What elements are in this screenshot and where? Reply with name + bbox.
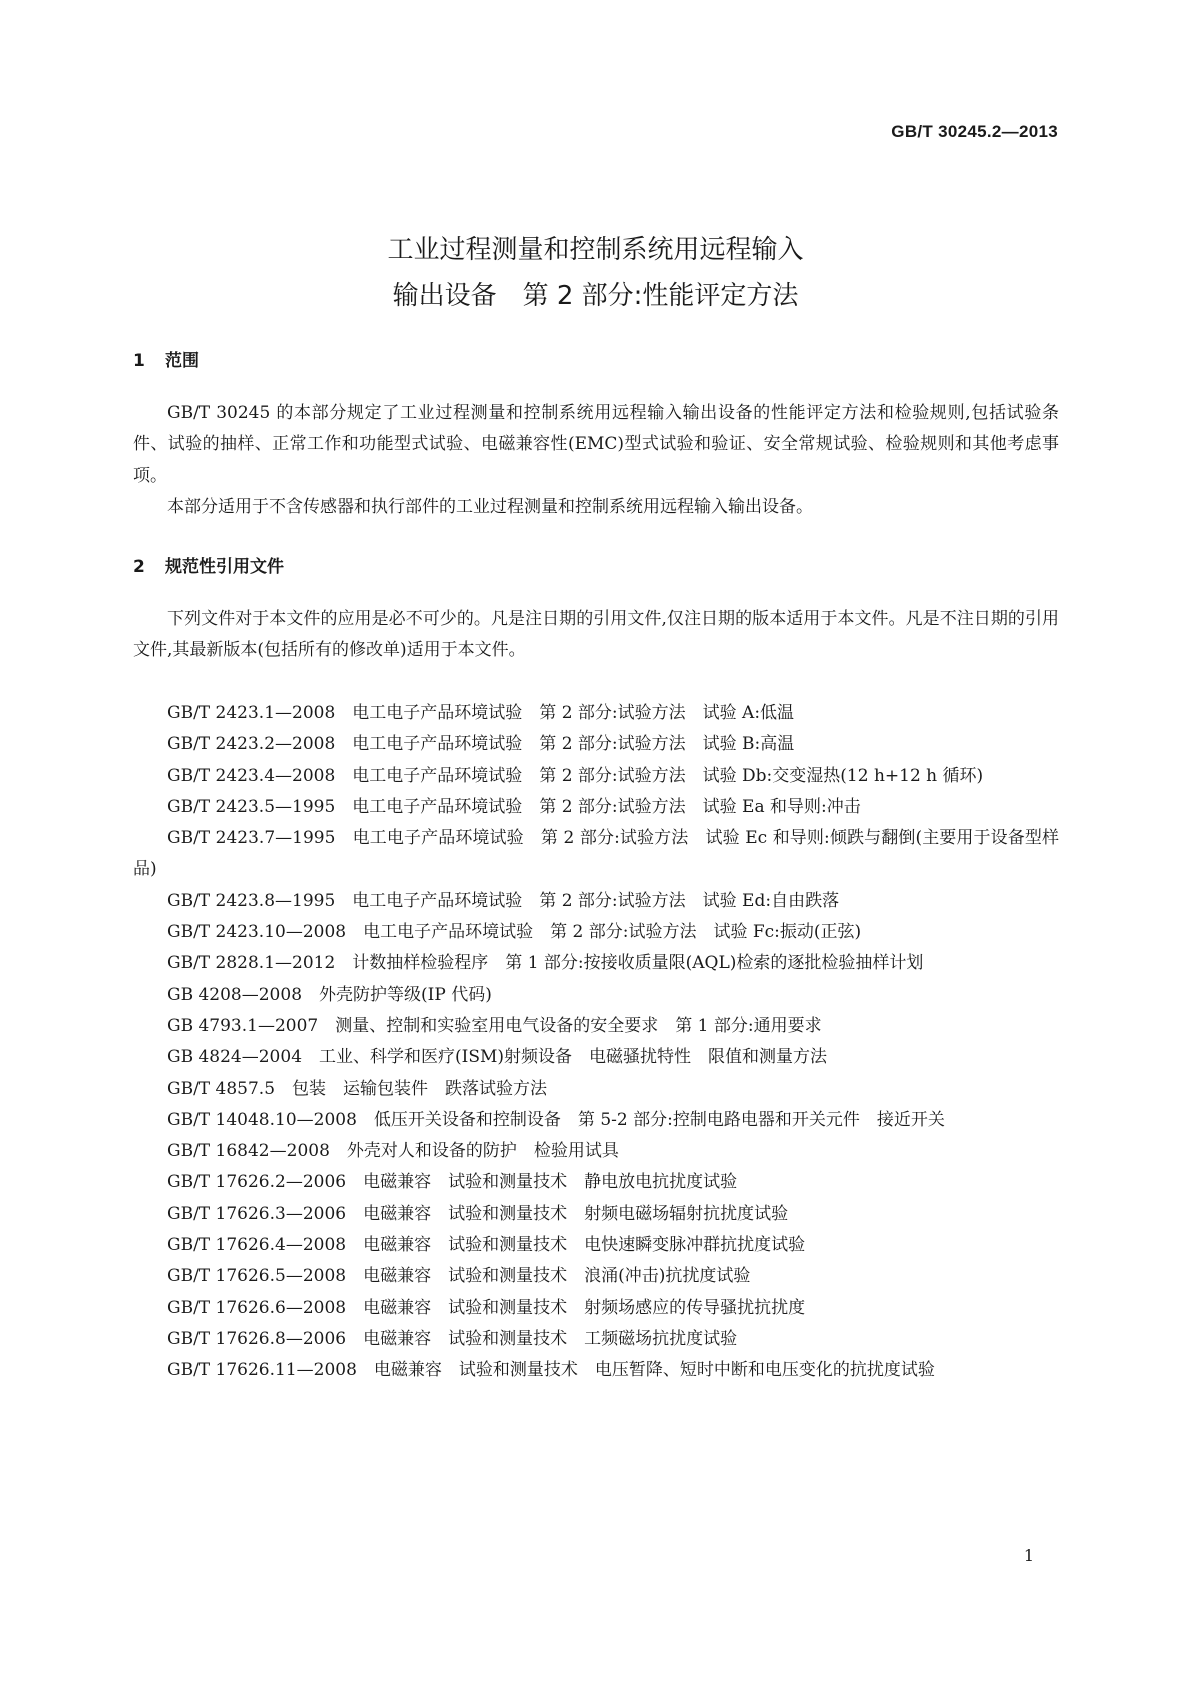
section-1-body: [133, 398, 1059, 523]
reference-item: GB/T 2423.8—1995 电工电子产品环境试验 第 2 部分:试验方法 试验 Ed:自由跌落: [167, 890, 840, 911]
reference-item: GB/T 17626.11—2008 电磁兼容 试验和测量技术 电压暂降、短时中断和电压变化的抗扰度试验: [167, 1360, 935, 1381]
reference-item: GB/T 17626.6—2008 电磁兼容 试验和测量技术 射频场感应的传导骚扰抗扰度: [167, 1297, 806, 1318]
section-2-number: 2: [133, 557, 145, 577]
reference-item: GB/T 2423.4—2008 电工电子产品环境试验 第 2 部分:试验方法 试验 Db:交变湿热(12 h+12 h 循环): [167, 765, 984, 786]
reference-item: GB/T 2423.2—2008 电工电子产品环境试验 第 2 部分:试验方法 试验 B:高温: [167, 734, 795, 755]
reference-item: GB 4208—2008 外壳防护等级(IP 代码): [167, 984, 492, 1005]
reference-item: GB/T 2423.10—2008 电工电子产品环境试验 第 2 部分:试验方法 试验 Fc:振动(正弦): [167, 922, 862, 943]
reference-item: GB/T 4857.5 包装 运输包装件 跌落试验方法: [167, 1078, 548, 1099]
standard-code: GB/T 30245.2—2013: [891, 122, 1058, 141]
reference-item: GB/T 17626.8—2006 电磁兼容 试验和测量技术 工频磁场抗扰度试验: [167, 1328, 738, 1349]
reference-item: GB/T 2828.1—2012 计数抽样检验程序 第 1 部分:按接收质量限(AQL)检索的逐批检验抽样计划: [167, 953, 924, 974]
section-1-paragraph: 本部分适用于不含传感器和执行部件的工业过程测量和控制系统用远程输入输出设备。: [167, 496, 813, 517]
section-1-paragraph: GB/T 30245 的本部分规定了工业过程测量和控制系统用远程输入输出设备的性能评定方法和检验规则,包括试验条件、试验的抽样、正常工作和功能型式试验、电磁兼容性(EMC)型式试验和验证、安全常规试验、检验规则和其他考虑事项。: [133, 403, 1059, 486]
reference-item: GB/T 16842—2008 外壳对人和设备的防护 检验用试具: [167, 1141, 619, 1162]
reference-item: GB/T 2423.5—1995 电工电子产品环境试验 第 2 部分:试验方法 试验 Ea 和导则:冲击: [167, 796, 861, 817]
reference-list: [133, 698, 1059, 1387]
reference-item: GB 4824—2004 工业、科学和医疗(ISM)射频设备 电磁骚扰特性 限值和测量方法: [167, 1047, 828, 1068]
reference-item: GB/T 17626.2—2006 电磁兼容 试验和测量技术 静电放电抗扰度试验: [167, 1172, 738, 1193]
reference-item: GB/T 2423.7—1995 电工电子产品环境试验 第 2 部分:试验方法 试验 Ec 和导则:倾跌与翻倒(主要用于设备型样品): [133, 828, 1059, 880]
title-line-2: 输出设备 第 2 部分:性能评定方法: [392, 281, 799, 311]
section-2-title: 规范性引用文件: [165, 557, 284, 577]
reference-item: GB/T 2423.1—2008 电工电子产品环境试验 第 2 部分:试验方法 试验 A:低温: [167, 703, 795, 723]
reference-item: GB/T 17626.4—2008 电磁兼容 试验和测量技术 电快速瞬变脉冲群抗扰度试验: [167, 1235, 806, 1256]
reference-item: GB/T 17626.3—2006 电磁兼容 试验和测量技术 射频电磁场辐射抗扰度试验: [167, 1203, 789, 1224]
section-1-number: 1: [133, 351, 145, 371]
section-2-intro: [133, 604, 1059, 667]
section-2-heading: [133, 552, 284, 577]
reference-item: GB/T 14048.10—2008 低压开关设备和控制设备 第 5-2 部分:控制电路电器和开关元件 接近开关: [167, 1109, 945, 1130]
page-number: 1: [1023, 1546, 1034, 1565]
document-title: [0, 227, 1191, 319]
reference-item: GB 4793.1—2007 测量、控制和实验室用电气设备的安全要求 第 1 部分:通用要求: [167, 1015, 822, 1036]
title-line-1: 工业过程测量和控制系统用远程输入: [387, 235, 804, 265]
section-2-intro-text: 下列文件对于本文件的应用是必不可少的。凡是注日期的引用文件,仅注日期的版本适用于本文件。凡是不注日期的引用文件,其最新版本(包括所有的修改单)适用于本文件。: [133, 609, 1059, 661]
section-1-title: 范围: [165, 351, 199, 371]
reference-item: GB/T 17626.5—2008 电磁兼容 试验和测量技术 浪涌(冲击)抗扰度试验: [167, 1266, 751, 1287]
section-1-heading: [133, 346, 199, 371]
